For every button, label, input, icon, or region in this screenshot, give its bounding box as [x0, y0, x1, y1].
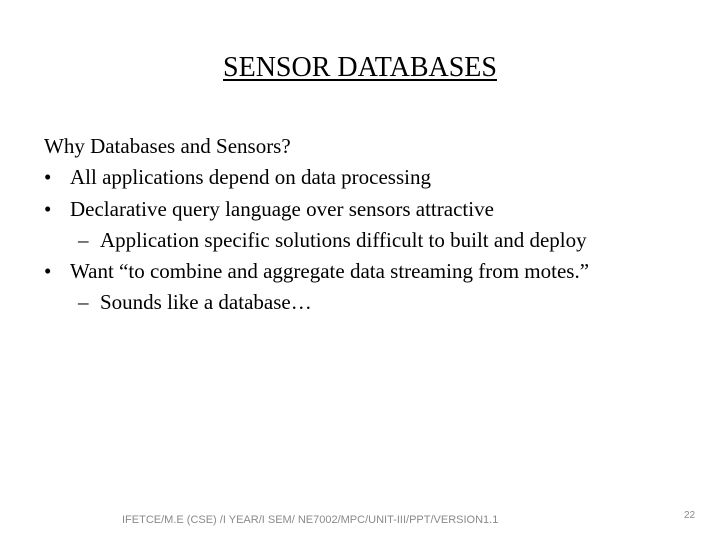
page-number: 22: [684, 510, 696, 521]
sub-bullet-marker: –: [78, 290, 89, 315]
sub-bullet-text: Sounds like a database…: [100, 290, 312, 315]
bullet-marker: •: [44, 196, 52, 221]
bullet-text: Declarative query language over sensors attractive: [70, 196, 494, 221]
sub-bullet-text: Application specific solutions difficult to built and deploy: [100, 227, 587, 252]
slide-title: SENSOR DATABASES: [223, 52, 497, 83]
sub-bullet-marker: –: [78, 227, 89, 252]
bullet-item: [44, 162, 714, 193]
intro-line: Why Databases and Sensors?: [44, 134, 291, 158]
slide-body: [44, 131, 714, 319]
sub-bullet-item: [44, 225, 714, 256]
bullet-marker: •: [44, 259, 52, 284]
bullet-item: [44, 194, 714, 225]
bullet-text: Want “to combine and aggregate data streaming from motes.”: [70, 259, 590, 284]
bullet-item: [44, 256, 714, 287]
sub-bullet-item: [44, 287, 714, 318]
bullet-text: All applications depend on data processing: [70, 165, 431, 190]
slide-footer: IFETCE/M.E (CSE) /I YEAR/I SEM/ NE7002/MPC/UNIT-III/PPT/VERSION1.1: [122, 514, 499, 526]
bullet-marker: •: [44, 165, 52, 190]
